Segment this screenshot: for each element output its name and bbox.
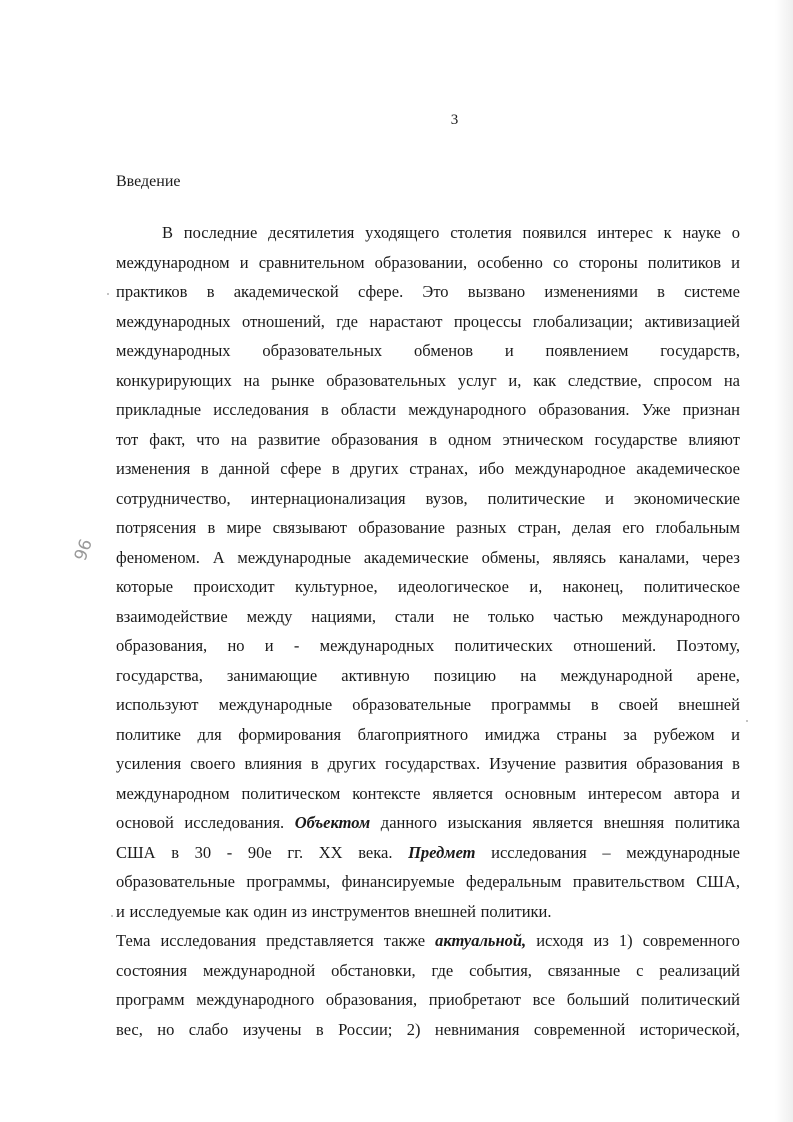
word: влияют [688, 429, 740, 449]
word: интерес [597, 223, 653, 242]
word: процессы [453, 311, 522, 331]
word: интернационализация [250, 488, 406, 508]
word: частью [553, 606, 604, 626]
word: является [532, 813, 593, 832]
word: последние [183, 223, 258, 242]
word: взаимодействие [116, 606, 228, 626]
emphasized-word: актуальной, [435, 931, 527, 950]
word: признан [682, 400, 740, 419]
word: рубежом [653, 724, 715, 744]
word: образовательных [262, 341, 383, 360]
word: исторической, [639, 1019, 740, 1039]
word: является [432, 783, 494, 803]
word: и [504, 341, 514, 360]
word: международных [319, 636, 435, 655]
word: на [520, 665, 537, 685]
word: США, [696, 872, 740, 891]
word: государстве [594, 429, 678, 449]
word: области [340, 400, 397, 419]
word: интересом [587, 783, 662, 803]
word: следствие, [567, 370, 642, 390]
word: политический [640, 990, 740, 1009]
word: академическое [636, 459, 740, 478]
word: международном [116, 252, 230, 272]
word: политическом [241, 783, 341, 803]
text-line [116, 779, 740, 809]
word: тот [116, 429, 139, 449]
word: и [116, 901, 125, 921]
word: один [253, 901, 288, 921]
word: стороны [578, 252, 638, 272]
word: глобализации; [532, 311, 634, 331]
word: образования, [325, 990, 418, 1009]
word: что [196, 429, 220, 449]
word: в [200, 459, 209, 478]
word: спросом [653, 370, 713, 390]
word: больший [566, 990, 630, 1009]
word: международные [237, 547, 352, 567]
scan-speck [111, 915, 113, 917]
word: исследуемые [129, 901, 221, 921]
word: позицию [433, 665, 497, 685]
word: сфере [280, 459, 322, 478]
text-line [116, 897, 740, 927]
text-line [116, 808, 740, 838]
word: государства, [116, 665, 203, 685]
word: в [171, 842, 179, 862]
word: экономические [633, 488, 740, 508]
word: контексте [352, 783, 421, 803]
word: для [197, 724, 222, 744]
word: мире [226, 518, 262, 537]
word: но [157, 1019, 175, 1039]
word: культурное, [294, 577, 378, 596]
word: факт, [149, 429, 186, 449]
word: программы, [246, 872, 331, 891]
word: к [663, 223, 672, 242]
word: внешней [414, 901, 476, 921]
text-line [116, 985, 740, 1015]
word: образовательные [352, 695, 472, 714]
word: политиков [647, 252, 721, 272]
word: внешней [678, 695, 740, 714]
word: основой [116, 813, 174, 832]
word: активизацией [644, 311, 740, 331]
word: странах, [409, 459, 469, 478]
word: на [243, 370, 260, 390]
scan-speck [107, 293, 109, 295]
word: международного [621, 606, 740, 626]
word: ибо [478, 459, 505, 478]
word: со [552, 252, 569, 272]
text-line [116, 454, 740, 484]
word: образования. [538, 400, 630, 419]
word: также [383, 931, 426, 950]
word: изучены [242, 1019, 302, 1039]
text-line [116, 1015, 740, 1045]
word: исследования [213, 400, 309, 419]
word: образования, [116, 636, 208, 655]
text-line [116, 602, 740, 632]
scan-edge-shadow [775, 0, 793, 1122]
word: нациями, [311, 606, 377, 626]
word: политических [454, 636, 553, 655]
word: вес, [116, 1019, 143, 1039]
word: инструментов [311, 901, 410, 921]
word: автора [673, 783, 720, 803]
page-number: 3 [450, 112, 459, 128]
word: международные [626, 842, 740, 862]
word: - [293, 636, 300, 655]
word: государств, [660, 341, 740, 360]
word: в [590, 695, 599, 714]
word: вузов, [425, 488, 468, 508]
text-line [116, 277, 740, 307]
word: программ [116, 990, 185, 1009]
word: стран, [517, 518, 561, 537]
word: все [532, 990, 556, 1009]
word: где [431, 960, 454, 980]
word: системе [684, 282, 740, 301]
word: потрясения [116, 518, 197, 537]
word: США [116, 842, 156, 862]
word: и [605, 488, 614, 508]
word: о [731, 223, 740, 242]
word: исследования. [184, 813, 285, 832]
word: образования [331, 429, 419, 449]
word: государствах. [385, 754, 481, 773]
word: наконец, [562, 577, 624, 596]
word: международных [116, 341, 231, 360]
word: международного [196, 990, 315, 1009]
emphasized-word: Предмет [408, 842, 476, 862]
text-line [116, 248, 740, 278]
word: образовательных [326, 370, 447, 390]
word: десятилетия [268, 223, 355, 242]
word: конкурирующих [116, 370, 232, 390]
word: международное [514, 459, 626, 478]
word: политике [116, 724, 181, 744]
word: между [246, 606, 293, 626]
word: реализаций [659, 960, 740, 980]
word: события, [469, 960, 532, 980]
word: нарастают [369, 311, 443, 331]
word: практиков [116, 282, 188, 301]
word: в [206, 282, 215, 301]
word: только [488, 606, 535, 626]
text-line [116, 543, 740, 573]
word: политика [674, 813, 740, 832]
word: Изучение [489, 754, 557, 773]
word: – [602, 842, 611, 862]
word: образования [636, 754, 724, 773]
word: 1) [618, 931, 633, 950]
word: исследования [491, 842, 587, 862]
word: данного [380, 813, 438, 832]
word: глобальным [655, 518, 740, 537]
word: делая [572, 518, 612, 537]
word: которые [116, 577, 174, 596]
word: своего [190, 754, 236, 773]
word: федеральным [466, 872, 562, 891]
word: уходящего [365, 223, 440, 242]
word: сотрудничество, [116, 488, 231, 508]
text-line [116, 926, 740, 956]
word: изыскания [447, 813, 522, 832]
word: политическое [643, 577, 740, 596]
word: академические [363, 547, 469, 567]
word: из [291, 901, 308, 921]
word: вызвано [467, 282, 526, 301]
section-heading: Введение [116, 173, 181, 190]
word: приобретают [428, 990, 521, 1009]
word: активную [341, 665, 410, 685]
word: на [230, 429, 248, 449]
word: обменов [413, 341, 474, 360]
word: и, [508, 370, 522, 390]
word: появился [522, 223, 587, 242]
scan-speck [746, 720, 748, 722]
text-line [116, 661, 740, 691]
word: развития [564, 754, 628, 773]
word: но [227, 636, 245, 655]
word: каналами, [618, 547, 690, 567]
text-line [116, 572, 740, 602]
word: века. [358, 842, 393, 862]
word: 30 [194, 842, 212, 862]
text-line [116, 720, 740, 750]
word: и [731, 724, 740, 744]
word: внешняя [603, 813, 665, 832]
word: используют [116, 695, 199, 714]
word: в [331, 459, 340, 478]
word: своей [618, 695, 659, 714]
word: XX [318, 842, 343, 862]
word: Это [422, 282, 449, 301]
body-text [116, 218, 740, 1044]
word: и [731, 252, 740, 272]
word: на [723, 370, 740, 390]
word: 90е [247, 842, 272, 862]
word: основным [504, 783, 577, 803]
word: разных [456, 518, 507, 537]
handwritten-margin-note: 96 [70, 536, 97, 564]
word: академической [233, 282, 339, 301]
text-line [116, 867, 740, 897]
text-line [116, 513, 740, 543]
word: в [310, 754, 319, 773]
word: стали [394, 606, 435, 626]
word: современной [533, 1019, 626, 1039]
word: международной [202, 960, 316, 980]
text-line [116, 838, 740, 868]
word: международной [560, 665, 673, 685]
word: В [162, 223, 174, 242]
word: не [453, 606, 470, 626]
word: политики. [480, 901, 552, 921]
text-line [116, 956, 740, 986]
word: международные [218, 695, 333, 714]
word: прикладные [116, 400, 202, 419]
word: связывают [272, 518, 347, 537]
text-line [116, 690, 740, 720]
word: правительством [572, 872, 685, 891]
word: сравнительном [258, 252, 365, 272]
word: международного [408, 400, 527, 419]
word: формирования [238, 724, 342, 744]
word: современного [642, 931, 740, 950]
word: через [702, 547, 740, 567]
word: влияния [244, 754, 302, 773]
word: международном [116, 783, 230, 803]
word: России; [338, 1019, 393, 1039]
word: науке [682, 223, 721, 242]
word: Поэтому, [676, 636, 740, 655]
word: его [622, 518, 645, 537]
word: данной [219, 459, 270, 478]
word: невнимания [434, 1019, 520, 1039]
word: сфере. [357, 282, 404, 301]
word: 2) [406, 1019, 421, 1039]
text-line [116, 484, 740, 514]
word: как [533, 370, 557, 390]
word: других [327, 754, 377, 773]
word: образовательные [116, 872, 235, 891]
word: отношений, [241, 311, 325, 331]
word: благоприятного [357, 724, 469, 744]
emphasized-word: Объектом [294, 813, 371, 832]
word: в [315, 1019, 324, 1039]
word: финансируемые [341, 872, 455, 891]
word: исследования [160, 931, 257, 950]
word: в [320, 400, 329, 419]
word: феноменом. [116, 547, 200, 567]
word: одном [448, 429, 492, 449]
word: изменениями [544, 282, 638, 301]
word: с [636, 960, 644, 980]
word: исходя [536, 931, 584, 950]
word: имиджа [484, 724, 540, 744]
word: состояния [116, 960, 188, 980]
text-line [116, 366, 740, 396]
word: арене, [696, 665, 740, 685]
text-line [116, 631, 740, 661]
text-line [116, 425, 740, 455]
text-line [116, 336, 740, 366]
text-line [116, 749, 740, 779]
word: обстановки, [331, 960, 416, 980]
word: происходит [193, 577, 275, 596]
word: услуг [457, 370, 497, 390]
word: А [212, 547, 225, 567]
word: политические [487, 488, 586, 508]
word: представляется [266, 931, 374, 950]
word: страны [556, 724, 607, 744]
word: образовании, [374, 252, 468, 272]
word: в [657, 282, 665, 301]
word: программы [491, 695, 571, 714]
word: образование [358, 518, 445, 537]
word: обмены, [481, 547, 540, 567]
word: где [336, 311, 358, 331]
word: отношений. [573, 636, 657, 655]
word: Тема [116, 931, 151, 950]
word: за [623, 724, 638, 744]
word: из [593, 931, 609, 950]
word: других [350, 459, 399, 478]
word: рынке [271, 370, 315, 390]
word: занимающие [226, 665, 318, 685]
word: Уже [641, 400, 671, 419]
text-line [116, 307, 740, 337]
word: в [207, 518, 216, 537]
word: слабо [188, 1019, 229, 1039]
word: появлением [545, 341, 629, 360]
word: развитие [258, 429, 321, 449]
word: столетия [450, 223, 512, 242]
word: усиления [116, 754, 182, 773]
word: и [731, 783, 740, 803]
text-line [116, 395, 740, 425]
word: международных [116, 311, 231, 331]
text-line [116, 218, 740, 248]
word: этническом [502, 429, 584, 449]
word: гг. [287, 842, 304, 862]
word: изменения [116, 459, 191, 478]
word: связанные [547, 960, 621, 980]
word: и [264, 636, 274, 655]
word: - [226, 842, 233, 862]
word: как [225, 901, 249, 921]
word: в [429, 429, 438, 449]
word: идеологическое [397, 577, 509, 596]
word: и [239, 252, 249, 272]
word: и, [529, 577, 543, 596]
word: являясь [552, 547, 607, 567]
word: особенно [477, 252, 543, 272]
word: в [732, 754, 740, 773]
